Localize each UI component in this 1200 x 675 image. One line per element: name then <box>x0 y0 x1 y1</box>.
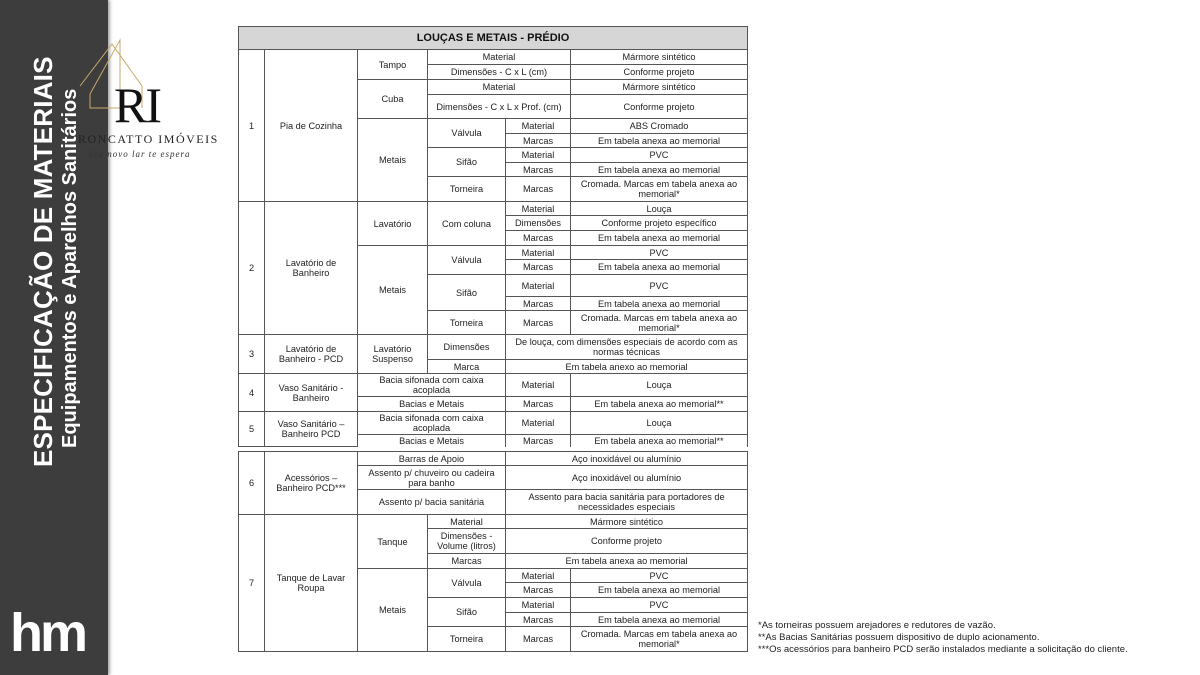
attribute-label: Marcas <box>505 612 571 627</box>
attribute-label: Material <box>505 118 571 134</box>
brand-logo-hm: hm <box>10 603 85 663</box>
attribute-value: PVC <box>570 245 748 260</box>
attribute-label: Marcas <box>505 259 571 275</box>
component-label: Tampo <box>357 49 428 80</box>
attribute-label: Marcas <box>505 310 571 335</box>
attribute-value: Em tabela anexa ao memorial <box>570 296 748 311</box>
attribute-value: Em tabela anexo ao memorial <box>505 359 748 374</box>
attribute-label: Dimensões - Volume (litros) <box>427 528 506 554</box>
item-name: Tanque de Lavar Roupa <box>264 514 358 652</box>
attribute-label: Material <box>505 147 571 163</box>
attribute-label: Marcas <box>505 176 571 202</box>
item-number: 3 <box>238 334 265 374</box>
attribute-label: Marcas <box>505 230 571 246</box>
attribute-value: Em tabela anexa ao memorial <box>570 162 748 177</box>
logo-name: RONCATTO IMÓVEIS <box>78 132 219 146</box>
attribute-value: Conforme projeto específico <box>570 215 748 231</box>
attribute-value: Mármore sintético <box>570 79 748 95</box>
item-name: Vaso Sanitário – Banheiro PCD <box>264 411 358 447</box>
component-label: Assento p/ bacia sanitária <box>357 489 506 515</box>
item-name: Pia de Cozinha <box>264 49 358 202</box>
component-label: Bacia sifonada com caixa acoplada <box>357 373 506 397</box>
attribute-value: PVC <box>570 274 748 297</box>
attribute-label: Material <box>505 274 571 297</box>
footnote: ***Os acessórios para banheiro PCD serão instalados mediante a solicitação do cliente. <box>758 644 1128 655</box>
attribute-label: Dimensões - C x L x Prof. (cm) <box>427 94 571 119</box>
attribute-label: Dimensões <box>505 215 571 231</box>
attribute-value: Mármore sintético <box>570 49 748 65</box>
footnote: **As Bacias Sanitárias possuem dispositivo de duplo acionamento. <box>758 632 1040 643</box>
component-label: Cuba <box>357 79 428 119</box>
component-label: Bacia sifonada com caixa acoplada <box>357 411 506 435</box>
attribute-label: Marcas <box>505 626 571 652</box>
roncatto-logo <box>70 36 219 166</box>
attribute-label: Material <box>505 597 571 613</box>
attribute-label: Marcas <box>505 162 571 177</box>
logo-tagline: Seu novo lar te espera <box>88 149 191 159</box>
component-label: Tanque <box>357 514 428 569</box>
attribute-label: Material <box>505 373 571 397</box>
footnotes <box>758 620 1128 656</box>
attribute-value: Em tabela anexa ao memorial <box>570 259 748 275</box>
attribute-value: Em tabela anexa ao memorial <box>570 612 748 627</box>
item-name: Lavatório de Banheiro - PCD <box>264 334 358 374</box>
attribute-value: Em tabela anexa ao memorial <box>505 553 748 569</box>
subcomponent-label: Torneira <box>427 310 506 335</box>
attribute-label: Marcas <box>505 396 571 412</box>
attribute-value: Em tabela anexa ao memorial <box>570 133 748 148</box>
attribute-label: Marcas <box>505 582 571 598</box>
item-number: 6 <box>238 451 265 515</box>
subcomponent-label: Torneira <box>427 176 506 202</box>
subcomponent-label: Sifão <box>427 597 506 627</box>
attribute-value: Em tabela anexa ao memorial <box>570 582 748 598</box>
attribute-label: Material <box>505 201 571 216</box>
attribute-value: PVC <box>570 568 748 583</box>
attribute-value: Cromada. Marcas em tabela anexa ao memorial* <box>570 626 748 652</box>
attribute-label: Dimensões - C x L (cm) <box>427 64 571 80</box>
component-label: Metais <box>357 568 428 652</box>
subcomponent-label: Válvula <box>427 568 506 598</box>
attribute-value: Conforme projeto <box>570 94 748 119</box>
attribute-label: Marcas <box>505 296 571 311</box>
sidebar-subtitle: Equipamentos e Aparelhos Sanitários <box>59 88 81 448</box>
attribute-value: Conforme projeto <box>570 64 748 80</box>
item-number: 7 <box>238 514 265 652</box>
attribute-value: Em tabela anexa ao memorial <box>570 230 748 246</box>
attribute-label: Material <box>505 245 571 260</box>
attribute-value: Mármore sintético <box>505 514 748 529</box>
table-title: LOUÇAS E METAIS - PRÉDIO <box>238 26 748 50</box>
attribute-value: PVC <box>570 597 748 613</box>
component-label: Bacias e Metais <box>357 434 506 447</box>
attribute-label: Material <box>505 568 571 583</box>
attribute-label: Material <box>427 49 571 65</box>
attribute-value: Louça <box>570 373 748 397</box>
item-number: 2 <box>238 201 265 335</box>
subcomponent-label: Sifão <box>427 274 506 311</box>
attribute-value: De louça, com dimensões especiais de acordo com as normas técnicas <box>505 334 748 360</box>
attribute-label: Marca <box>427 359 506 374</box>
component-label: Lavatório <box>357 201 428 246</box>
subcomponent-label: Válvula <box>427 118 506 148</box>
attribute-value: Em tabela anexa ao memorial** <box>570 434 748 447</box>
item-name: Lavatório de Banheiro <box>264 201 358 335</box>
attribute-value: Aço inoxidável ou alumínio <box>505 451 748 466</box>
component-label: Bacias e Metais <box>357 396 506 412</box>
attribute-value: ABS Cromado <box>570 118 748 134</box>
attribute-value: Assento para bacia sanitária para portadores de necessidades especiais <box>505 489 748 515</box>
attribute-value: Louça <box>570 411 748 435</box>
footnote: *As torneiras possuem arejadores e redutores de vazão. <box>758 620 996 631</box>
subcomponent-label: Com coluna <box>427 201 506 246</box>
component-label: Barras de Apoio <box>357 451 506 466</box>
subcomponent-label: Sifão <box>427 147 506 177</box>
sidebar-title: ESPECIFICAÇÃO DE MATERIAIS <box>28 56 58 467</box>
attribute-value: Cromada. Marcas em tabela anexa ao memorial* <box>570 310 748 335</box>
attribute-value: Em tabela anexa ao memorial** <box>570 396 748 412</box>
attribute-value: Cromada. Marcas em tabela anexa ao memorial* <box>570 176 748 202</box>
attribute-label: Material <box>427 79 571 95</box>
item-number: 4 <box>238 373 265 412</box>
attribute-label: Marcas <box>505 133 571 148</box>
attribute-label: Marcas <box>427 553 506 569</box>
attribute-value: Conforme projeto <box>505 528 748 554</box>
attribute-label: Marcas <box>505 434 571 447</box>
component-label: Metais <box>357 118 428 202</box>
component-label: Lavatório Suspenso <box>357 334 428 374</box>
attribute-value: PVC <box>570 147 748 163</box>
attribute-value: Louça <box>570 201 748 216</box>
subcomponent-label: Torneira <box>427 626 506 652</box>
logo-monogram: RI <box>114 77 160 133</box>
item-name: Vaso Sanitário - Banheiro <box>264 373 358 412</box>
item-number: 1 <box>238 49 265 202</box>
item-name: Acessórios – Banheiro PCD*** <box>264 451 358 515</box>
attribute-label: Material <box>505 411 571 435</box>
attribute-label: Material <box>427 514 506 529</box>
attribute-label: Dimensões <box>427 334 506 360</box>
attribute-value: Aço inoxidável ou alumínio <box>505 465 748 490</box>
component-label: Assento p/ chuveiro ou cadeira para banho <box>357 465 506 490</box>
component-label: Metais <box>357 245 428 335</box>
item-number: 5 <box>238 411 265 447</box>
subcomponent-label: Válvula <box>427 245 506 275</box>
